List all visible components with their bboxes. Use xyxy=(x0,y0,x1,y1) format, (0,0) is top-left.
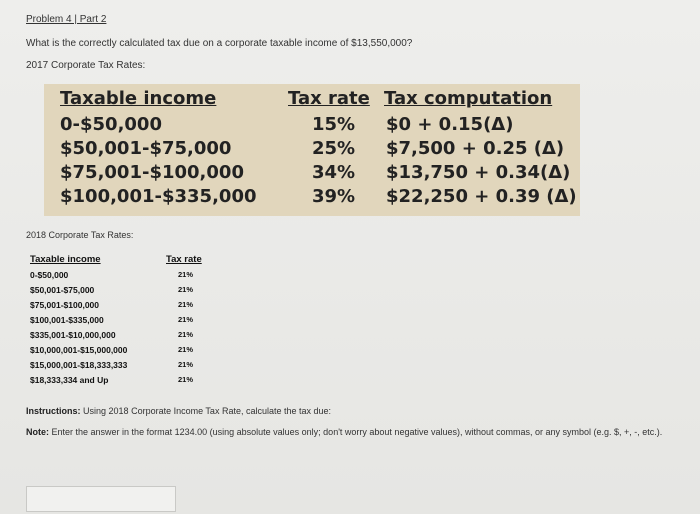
instructions-label: Instructions: xyxy=(26,406,81,416)
row-income: $50,001-$75,000 xyxy=(30,285,95,295)
row-income: $100,001-$335,000 xyxy=(30,315,104,325)
rates-2018-table-image xyxy=(30,254,230,394)
row-income: 0-$50,000 xyxy=(30,270,69,280)
table-row xyxy=(30,270,194,280)
row-rate: 21% xyxy=(178,300,194,309)
table-row xyxy=(30,300,194,310)
header-tax-rate: Tax rate xyxy=(166,254,202,265)
row-rate: 39% xyxy=(312,186,356,207)
instructions-text: Using 2018 Corporate Income Tax Rate, calculate the tax due: xyxy=(83,406,332,416)
row-rate: 21% xyxy=(178,330,194,339)
note xyxy=(26,426,686,438)
row-income: $100,001-$335,000 xyxy=(60,186,257,207)
row-income: $75,001-$100,000 xyxy=(30,300,100,310)
row-rate: 21% xyxy=(178,345,194,354)
table-row xyxy=(30,345,194,355)
row-computation: $22,250 + 0.39 (Δ) xyxy=(386,186,577,207)
breadcrumb[interactable]: Problem 4 | Part 2 xyxy=(26,14,107,25)
row-rate: 21% xyxy=(178,360,194,369)
row-rate: 21% xyxy=(178,315,194,324)
row-rate: 21% xyxy=(178,270,194,279)
row-computation: $7,500 + 0.25 (Δ) xyxy=(386,138,565,159)
question-text: What is the correctly calculated tax due on a corporate taxable income of $13,550,000? xyxy=(26,38,413,49)
table-row xyxy=(30,360,194,370)
row-income: $50,001-$75,000 xyxy=(60,138,232,159)
table-row xyxy=(30,315,194,325)
row-income: $15,000,001-$18,333,333 xyxy=(30,360,128,370)
row-income: $10,000,001-$15,000,000 xyxy=(30,345,128,355)
row-income: 0-$50,000 xyxy=(60,114,162,135)
row-income: $75,001-$100,000 xyxy=(60,162,244,183)
row-computation: $0 + 0.15(Δ) xyxy=(386,114,514,135)
row-rate: 21% xyxy=(178,375,194,384)
row-rate: 21% xyxy=(178,285,194,294)
answer-input[interactable] xyxy=(26,486,176,512)
table-row xyxy=(30,330,194,340)
rates-2018-label: 2018 Corporate Tax Rates: xyxy=(26,230,134,240)
header-taxable-income: Taxable income xyxy=(30,254,101,265)
row-rate: 15% xyxy=(312,114,356,135)
rates-2017-label: 2017 Corporate Tax Rates: xyxy=(26,60,146,71)
row-income: $18,333,334 and Up xyxy=(30,375,109,385)
instructions xyxy=(26,406,331,416)
table-row xyxy=(30,285,194,295)
header-taxable-income: Taxable income xyxy=(60,88,217,109)
row-rate: 34% xyxy=(312,162,356,183)
table-row xyxy=(30,375,194,385)
header-tax-rate: Tax rate xyxy=(288,88,370,109)
row-rate: 25% xyxy=(312,138,356,159)
header-tax-computation: Tax computation xyxy=(384,88,553,109)
row-computation: $13,750 + 0.34(Δ) xyxy=(386,162,571,183)
note-text: Enter the answer in the format 1234.00 (using absolute values only; don't worry about negative values), without commas, or any symbol (e.g. $, +, -, etc.). xyxy=(51,427,663,437)
rates-2017-table-image xyxy=(44,84,580,216)
note-label: Note: xyxy=(26,427,49,437)
row-income: $335,001-$10,000,000 xyxy=(30,330,116,340)
